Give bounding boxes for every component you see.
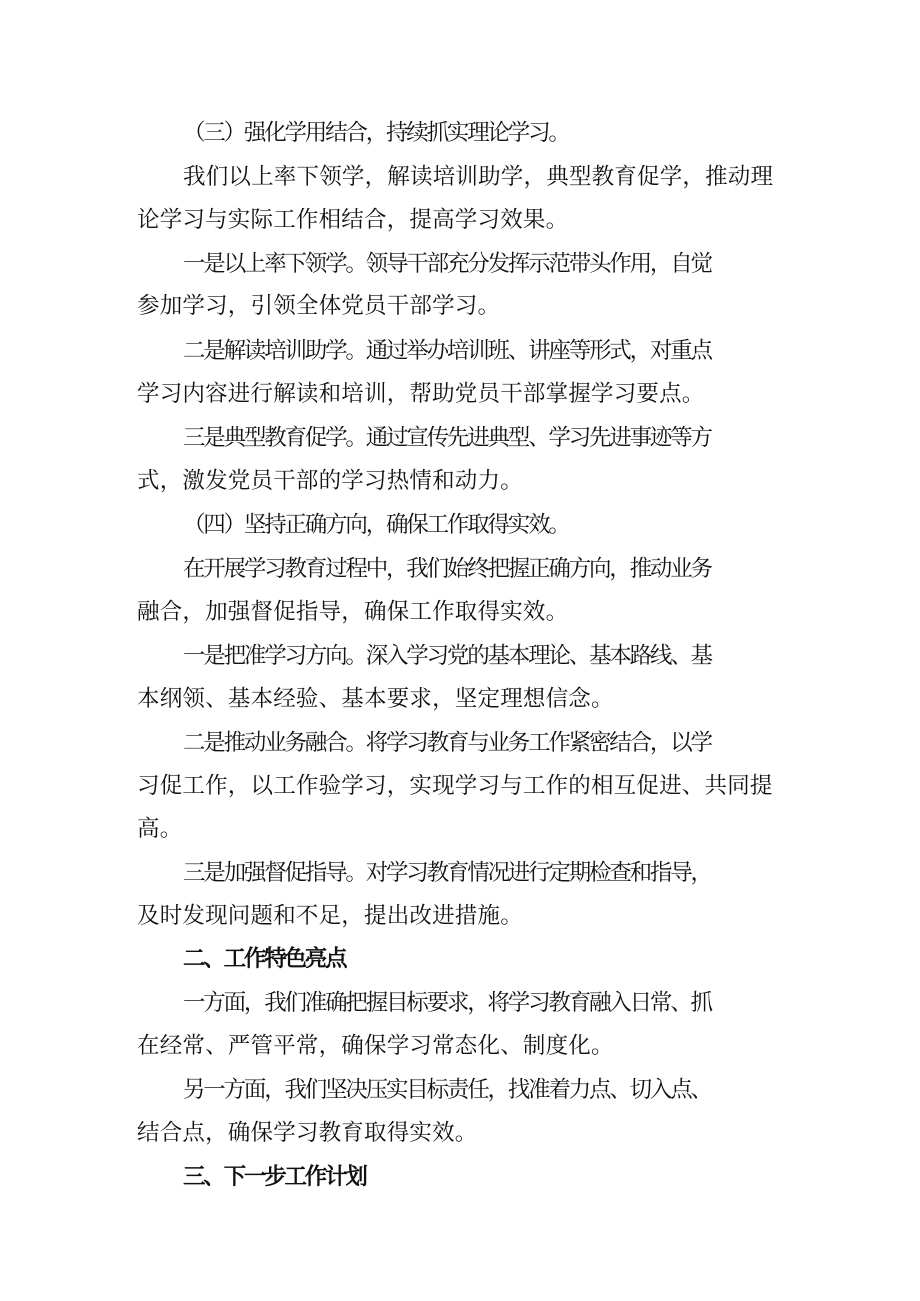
paragraph-line: 及时发现问题和不足，提出改进措施。	[137, 903, 523, 929]
paragraph-line: 本纲领、基本经验、基本要求，坚定理想信念。	[137, 686, 614, 712]
paragraph-line: 三是典型教育促学。通过宣传先进典型、学习先进事迹等方	[183, 425, 711, 451]
paragraph-line: 二是解读培训助学。通过举办培训班、讲座等形式，对重点	[183, 338, 711, 364]
paragraph-line: 融合，加强督促指导，确保工作取得实效。	[137, 599, 569, 625]
paragraph-line: 另一方面，我们坚决压实目标责任，找准着力点、切入点、	[183, 1077, 711, 1103]
paragraph-line: 高。	[137, 816, 183, 842]
section-heading-3: 三、下一步工作计划	[183, 1164, 366, 1190]
paragraph-line: 一是以上率下领学。领导干部充分发挥示范带头作用，自觉	[183, 251, 711, 277]
subheading-four: （四）坚持正确方向，确保工作取得实效。	[183, 512, 569, 538]
paragraph-line: 我们以上率下领学，解读培训助学，典型教育促学，推动理	[183, 164, 774, 190]
paragraph-line: 式，激发党员干部的学习热情和动力。	[137, 468, 523, 494]
paragraph-line: 结合点，确保学习教育取得实效。	[137, 1120, 478, 1146]
paragraph-line: 学习内容进行解读和培训，帮助党员干部掌握学习要点。	[137, 381, 705, 407]
paragraph-line: 习促工作，以工作验学习，实现学习与工作的相互促进、共同提	[137, 773, 773, 799]
paragraph-line: 在经常、严管平常，确保学习常态化、制度化。	[137, 1033, 614, 1059]
section-heading-2: 二、工作特色亮点	[183, 946, 346, 972]
paragraph-line: 在开展学习教育过程中，我们始终把握正确方向，推动业务	[183, 556, 711, 582]
paragraph-line: 三是加强督促指导。对学习教育情况进行定期检查和指导，	[183, 860, 711, 886]
paragraph-line: 一是把准学习方向。深入学习党的基本理论、基本路线、基	[183, 643, 711, 669]
paragraph-line: 一方面，我们准确把握目标要求，将学习教育融入日常、抓	[183, 990, 711, 1016]
paragraph-line: 论学习与实际工作相结合，提高学习效果。	[137, 207, 569, 233]
paragraph-line: 二是推动业务融合。将学习教育与业务工作紧密结合，以学	[183, 730, 711, 756]
paragraph-line: 参加学习，引领全体党员干部学习。	[137, 293, 501, 319]
subheading-three: （三）强化学用结合，持续抓实理论学习。	[183, 120, 569, 146]
